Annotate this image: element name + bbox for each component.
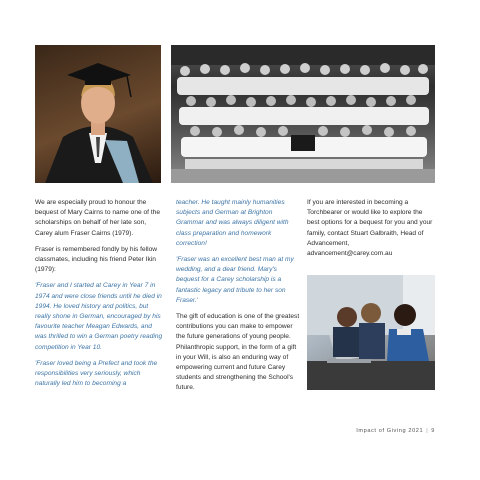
gift-of-education-paragraph: The gift of education is one of the greatest contributions you can make to empower the future generations of young people. Philanthropic support, in the form of a gift in your Will, is also an enduring way of empowering current and future Carey students and strengthening the School's future. [176,313,300,392]
footer-separator: | [426,428,429,434]
quote-paragraph-3: teacher. He taught mainly humanities subjects and German at Brighton Grammar and was always diligent with class preparation and homework correction! [176,199,289,247]
students-laptop-photo [307,275,435,390]
publication-title: Impact of Giving 2021 [356,428,424,434]
contact-paragraph: If you are interested in becoming a Torchbearer or would like to explore the best options for a bequest for you and your family, contact Stuart Galbraith, Head of Advancement, advancement@carey.com.au [307,199,433,258]
intro-paragraph: We are especially proud to honour the bequest of Mary Cairns to name one of the scholarships on behalf of her late son, Carey alum Fraser Cairns (1979). [35,199,160,237]
text-column-3 [307,198,435,265]
quote-paragraph-2: 'Fraser loved being a Prefect and took the responsibilities very seriously, which naturally led him to becoming a [35,359,158,388]
quote-paragraph-1: 'Fraser and I started at Carey in Year 7 in 1974 and were close friends until he died in 1994. He loved history and politics, but really shone in German, encouraged by his favourite teacher Meagan Edwards, and was thrilled to win a German poetry reading competition in Year 10. [35,282,163,351]
graduation-portrait-photo [35,45,161,183]
class-group-photo [171,45,435,183]
quote-paragraph-4: 'Fraser was an excellent best man at my wedding, and a dear friend. Mary's bequest for a Carey scholarship is a fantastic legacy and tribute to her son Fraser.' [176,256,294,304]
text-column-2 [176,198,300,400]
text-column-1 [35,198,163,395]
page-number: 9 [431,428,435,434]
page-footer [356,428,435,434]
remembered-paragraph: Fraser is remembered fondly by his fellow classmates, including his friend Peter Ikin (1979): [35,245,158,274]
